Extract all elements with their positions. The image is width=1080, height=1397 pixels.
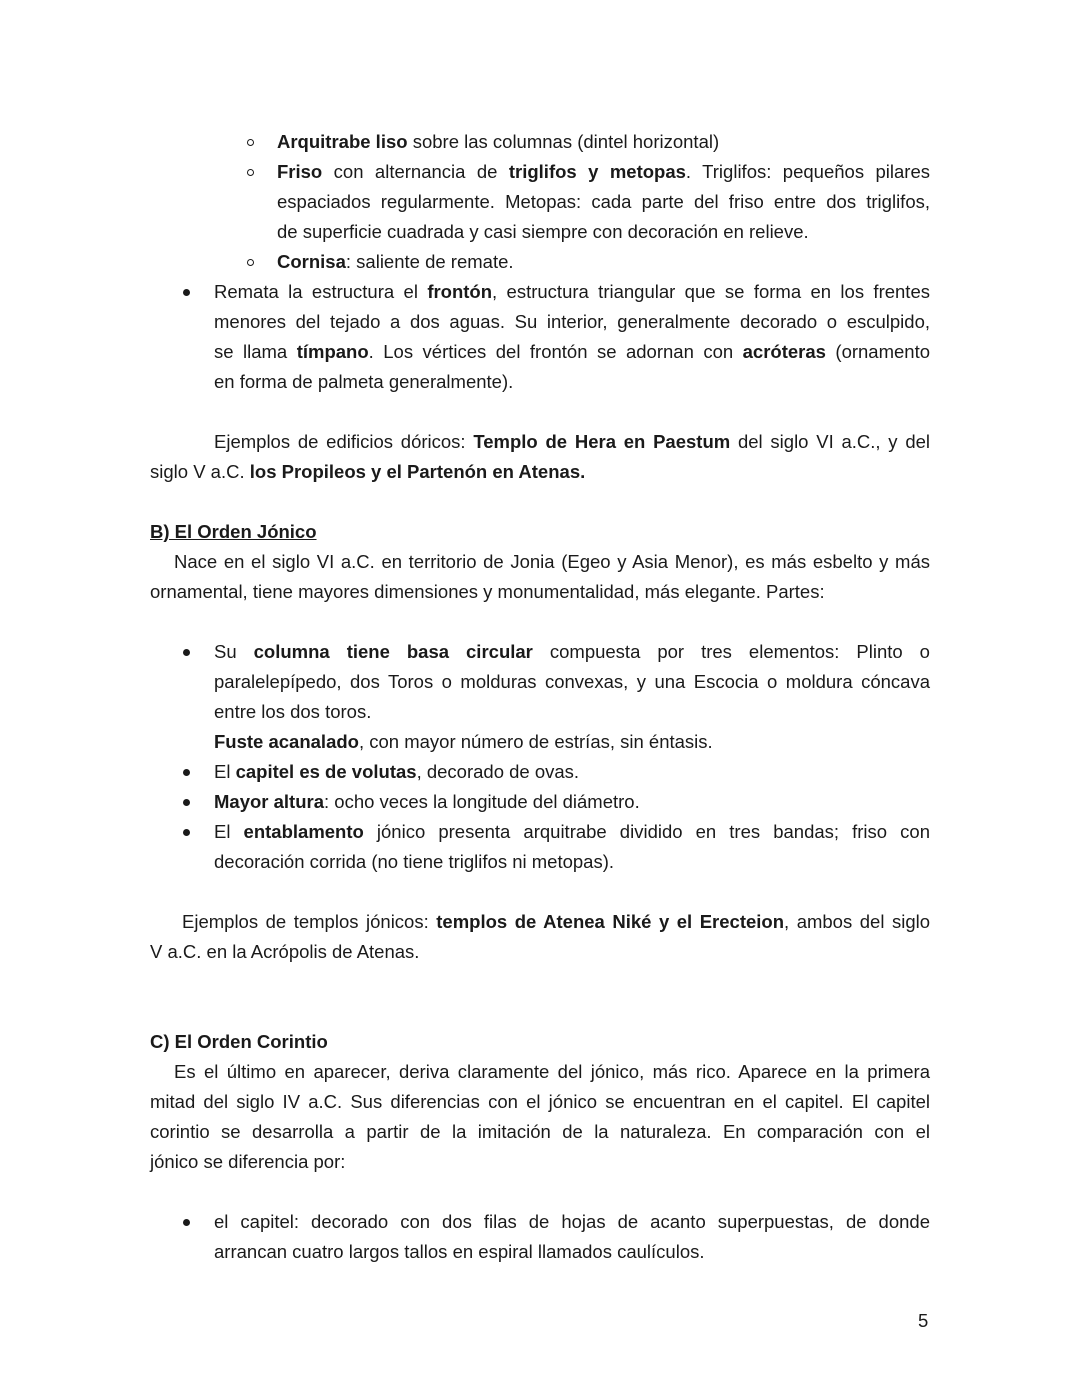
ionic-intro-line2: ornamental, tiene mayores dimensiones y monumentalidad, más elegante. Partes:: [150, 581, 825, 602]
corinthian-line2: mitad del siglo IV a.C. Sus diferencias con el jónico se encuentran en el capitel. El capitel: [150, 1091, 930, 1112]
circle-bullet-icon: [247, 259, 254, 266]
doric-examples-line1: Ejemplos de edificios dóricos: Templo de Hera en Paestum del siglo VI a.C., y del: [214, 431, 931, 452]
ionic-bullet4-line2: decoración corrida (no tiene triglifos ni metopas).: [214, 851, 614, 872]
sub-bullet-friso-line2: espaciados regularmente. Metopas: cada parte del friso entre dos triglifos,: [277, 191, 930, 212]
section-heading-ionic: B) El Orden Jónico: [150, 521, 317, 542]
fronton-line3: se llama tímpano. Los vértices del frontón se adornan con acróteras (ornamento: [214, 341, 931, 362]
corinthian-bullet1-line1: el capitel: decorado con dos filas de hojas de acanto superpuestas, de donde: [214, 1211, 930, 1232]
page-number: 5: [918, 1310, 929, 1331]
bullet-icon: [183, 289, 190, 296]
sub-bullet-arquitrabe: Arquitrabe liso sobre las columnas (dintel horizontal): [277, 131, 720, 152]
circle-bullet-icon: [247, 139, 254, 146]
bullet-icon: [183, 829, 190, 836]
corinthian-line3: corintio se desarrolla a partir de la imitación de la naturaleza. En comparación con el: [150, 1121, 930, 1142]
ionic-examples-line2: V a.C. en la Acrópolis de Atenas.: [150, 941, 420, 962]
ionic-bullet1-line4: Fuste acanalado, con mayor número de estrías, sin éntasis.: [214, 731, 713, 752]
bullet-icon: [183, 649, 190, 656]
sub-bullet-friso-line3: de superficie cuadrada y casi siempre con decoración en relieve.: [277, 221, 809, 242]
doric-examples-line2: siglo V a.C. los Propileos y el Partenón en Atenas.: [150, 461, 586, 482]
fronton-line4: en forma de palmeta generalmente).: [214, 371, 514, 392]
ionic-bullet1-line2: paralelepípedo, dos Toros o molduras convexas, y una Escocia o moldura cóncava: [214, 671, 930, 692]
corinthian-bullet1-line2: arrancan cuatro largos tallos en espiral llamados caulículos.: [214, 1241, 705, 1262]
bullet-icon: [183, 769, 190, 776]
ionic-bullet1-line1: Su columna tiene basa circular compuesta por tres elementos: Plinto o: [214, 641, 930, 662]
bullet-icon: [183, 799, 190, 806]
fronton-line2: menores del tejado a dos aguas. Su interior, generalmente decorado o esculpido,: [214, 311, 930, 332]
ionic-bullet4-line1: El entablamento jónico presenta arquitrabe dividido en tres bandas; friso con: [214, 821, 930, 842]
circle-bullet-icon: [247, 169, 254, 176]
ionic-bullet2: El capitel es de volutas, decorado de ovas.: [214, 761, 580, 782]
corinthian-line4: jónico se diferencia por:: [150, 1151, 346, 1172]
fronton-line1: Remata la estructura el frontón, estructura triangular que se forma en los frentes: [214, 281, 930, 302]
ionic-examples-line1: Ejemplos de templos jónicos: templos de Atenea Niké y el Erecteion, ambos del siglo: [182, 911, 931, 932]
ionic-intro-line1: Nace en el siglo VI a.C. en territorio de Jonia (Egeo y Asia Menor), es más esbelto y más: [174, 551, 930, 572]
corinthian-line1: Es el último en aparecer, deriva claramente del jónico, más rico. Aparece en la primera: [174, 1061, 930, 1082]
bullet-icon: [183, 1219, 190, 1226]
section-heading-corinthian: C) El Orden Corintio: [150, 1031, 328, 1052]
sub-bullet-friso-line1: Friso con alternancia de triglifos y metopas. Triglifos: pequeños pilares: [277, 161, 930, 182]
ionic-bullet3: Mayor altura: ocho veces la longitude del diámetro.: [214, 791, 640, 812]
sub-bullet-cornisa: Cornisa: saliente de remate.: [277, 251, 514, 272]
ionic-bullet1-line3: entre los dos toros.: [214, 701, 372, 722]
